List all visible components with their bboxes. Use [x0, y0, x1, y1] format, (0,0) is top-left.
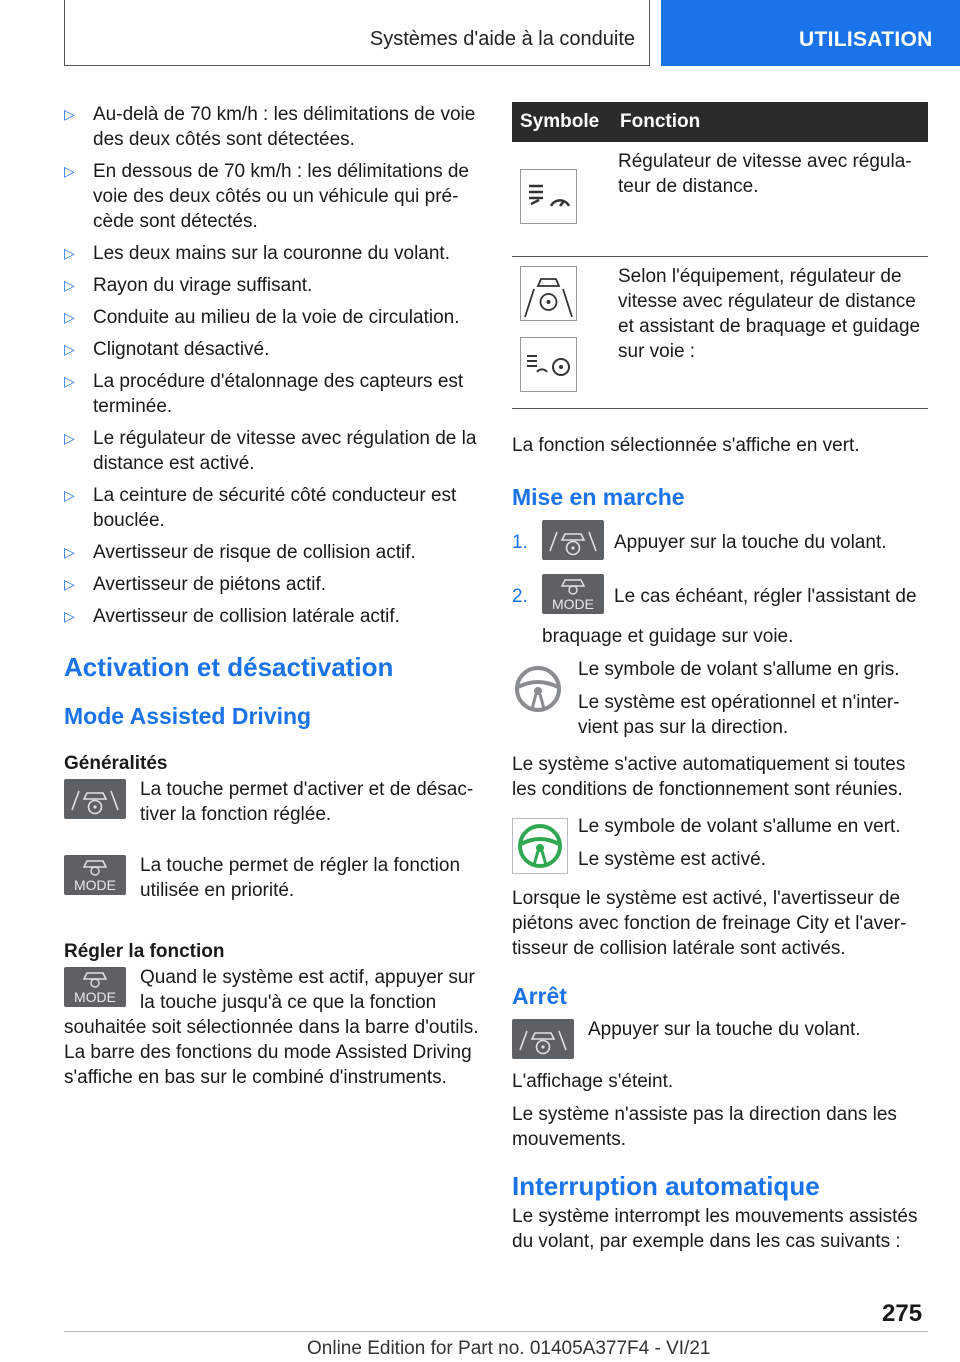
mode-button-icon [64, 967, 126, 1007]
triangle-bullet-icon: ▷ [64, 608, 75, 624]
general-text-2: La touche permet de régler la fonction utilisée en priorité. [140, 855, 461, 901]
regler-text-2: La barre des fonctions du mode Assisted Driving s'affiche en bas sur le combiné d'instruments. [64, 1042, 472, 1088]
table-row [512, 142, 928, 256]
mode-label: MODE [74, 877, 116, 893]
triangle-bullet-icon: ▷ [64, 309, 75, 325]
mode-label: MODE [74, 989, 116, 1005]
heading-activation: Activation et désactivation [64, 652, 394, 682]
interruption-text: Le système interrompt les mouvements assistés du volant, par exemple dans les cas suivants : [512, 1205, 918, 1252]
general-item-2 [64, 853, 480, 903]
steering-lane-assistant-icon [520, 266, 577, 321]
list-item: ▷ En dessous de 70 km/h : les délimitations de voie des deux côtés ou un véhicule qui pré-cède sont détectés. [64, 161, 469, 232]
right-column [512, 102, 928, 1254]
heading-generalites: Généralités [64, 753, 168, 774]
triangle-bullet-icon: ▷ [64, 277, 75, 293]
triangle-bullet-icon: ▷ [64, 163, 75, 179]
green-wheel-info [512, 814, 928, 872]
gray-text-1: Le symbole de volant s'allume en gris. [578, 658, 900, 680]
table-header-function: Fonction [612, 102, 928, 142]
when-active-text: Lorsque le système est activé, l'avertisseur de piétons avec fonction de freinage City et l'aver-tisseur de collision latérale sont activés. [512, 887, 907, 959]
green-text-1: Le symbole de volant s'allume en vert. [578, 815, 901, 837]
triangle-bullet-icon: ▷ [64, 544, 75, 560]
table-cell-function: Selon l'équipement, régulateur de vitesse avec régulateur de distance et assistant de braquage et guidage sur voie : [612, 256, 928, 408]
header-section-box [64, 0, 650, 66]
assisted-driving-button-icon [64, 779, 126, 819]
list-item: ▷ Avertisseur de piétons actif. [64, 574, 327, 595]
mode-label: MODE [552, 595, 594, 612]
step-number: 1. [512, 531, 528, 553]
triangle-bullet-icon: ▷ [64, 576, 75, 592]
header-chapter-title: UTILISATION [799, 28, 933, 51]
list-item: ▷ Avertisseur de collision latérale actif. [64, 606, 400, 627]
list-item [512, 574, 928, 647]
no-assist-text: Le système n'assiste pas la direction dans les mouvements. [512, 1103, 897, 1150]
triangle-bullet-icon: ▷ [64, 341, 75, 357]
cruise-control-distance-icon [520, 169, 577, 224]
step-number: 2. [512, 585, 528, 607]
triangle-bullet-icon: ▷ [64, 106, 75, 122]
triangle-bullet-icon: ▷ [64, 373, 75, 389]
heading-mise-en-marche: Mise en marche [512, 483, 685, 510]
general-text-1: La touche permet d'activer et de désac-tiver la fonction réglée. [140, 779, 474, 825]
list-item: ▷ Rayon du virage suffisant. [64, 275, 313, 296]
table-row [512, 256, 928, 408]
assisted-driving-button-icon [512, 1019, 574, 1059]
heading-interruption: Interruption automatique [512, 1170, 820, 1201]
list-item: ▷ Les deux mains sur la couronne du volant. [64, 243, 450, 264]
auto-active-text: Le système s'active automatiquement si toutes les conditions de fonctionnement sont réunies. [512, 753, 906, 800]
list-item: ▷ Clignotant désactivé. [64, 339, 270, 360]
green-text-2: Le système est activé. [578, 848, 766, 870]
assisted-driving-button-icon [542, 520, 604, 560]
list-item: ▷ Le régulateur de vitesse avec régulation de la distance est activé. [64, 428, 477, 474]
mode-button-icon [542, 574, 604, 614]
list-item: ▷ La procédure d'étalonnage des capteurs est terminée. [64, 371, 464, 417]
list-item: ▷ Au-delà de 70 km/h : les délimitations de voie des deux côtés sont détectées. [64, 104, 476, 150]
list-item [512, 520, 928, 560]
condition-list [64, 102, 480, 629]
display-off-text: L'affichage s'éteint. [512, 1070, 674, 1092]
gray-text-2: Le système est opérationnel et n'inter-vient pas sur la direction. [578, 691, 900, 738]
page-number: 275 [882, 1300, 923, 1327]
gray-wheel-info [512, 657, 928, 740]
regler-text: Quand le système est actif, appuyer sur la touche jusqu'à ce que la fonction souhaitée soit sélectionnée dans la barre d'outils. [64, 967, 479, 1038]
regler-item [64, 965, 480, 1040]
triangle-bullet-icon: ▷ [64, 245, 75, 261]
start-steps [512, 520, 928, 647]
list-item: ▷ Avertisseur de risque de collision actif. [64, 542, 416, 563]
heading-mode-assisted-driving: Mode Assisted Driving [64, 703, 312, 729]
steering-wheel-gray-icon [512, 663, 564, 720]
footer-edition: Online Edition for Part no. 01405A377F4 - VI/21 [307, 1338, 711, 1359]
arret-text: Appuyer sur la touche du volant. [588, 1018, 861, 1040]
arret-item [512, 1017, 928, 1059]
step-text: Appuyer sur la touche du volant. [614, 531, 887, 553]
mode-button-icon [64, 855, 126, 895]
list-item: ▷ La ceinture de sécurité côté conducteur est bouclée. [64, 485, 457, 531]
list-item: ▷ Conduite au milieu de la voie de circulation. [64, 307, 460, 328]
footer-divider [64, 1331, 928, 1332]
step-text: Le cas échéant, régler l'assistant de braquage et guidage sur voie. [542, 585, 917, 647]
general-item-1 [64, 777, 480, 827]
cruise-steering-combined-icon [520, 337, 577, 392]
steering-wheel-green-icon [512, 818, 568, 879]
symbol-table [512, 102, 928, 409]
table-cell-function: Régulateur de vitesse avec régula-teur de distance. [612, 142, 928, 256]
left-column [64, 102, 480, 1090]
header-section-title: Systèmes d'aide à la conduite [369, 28, 635, 50]
triangle-bullet-icon: ▷ [64, 430, 75, 446]
selected-green-text: La fonction sélectionnée s'affiche en vert. [512, 434, 860, 456]
triangle-bullet-icon: ▷ [64, 487, 75, 503]
header-chapter-tab [661, 0, 960, 66]
heading-regler-fonction: Régler la fonction [64, 941, 225, 962]
table-header-symbol: Symbole [512, 102, 612, 142]
heading-arret: Arrêt [512, 982, 567, 1009]
